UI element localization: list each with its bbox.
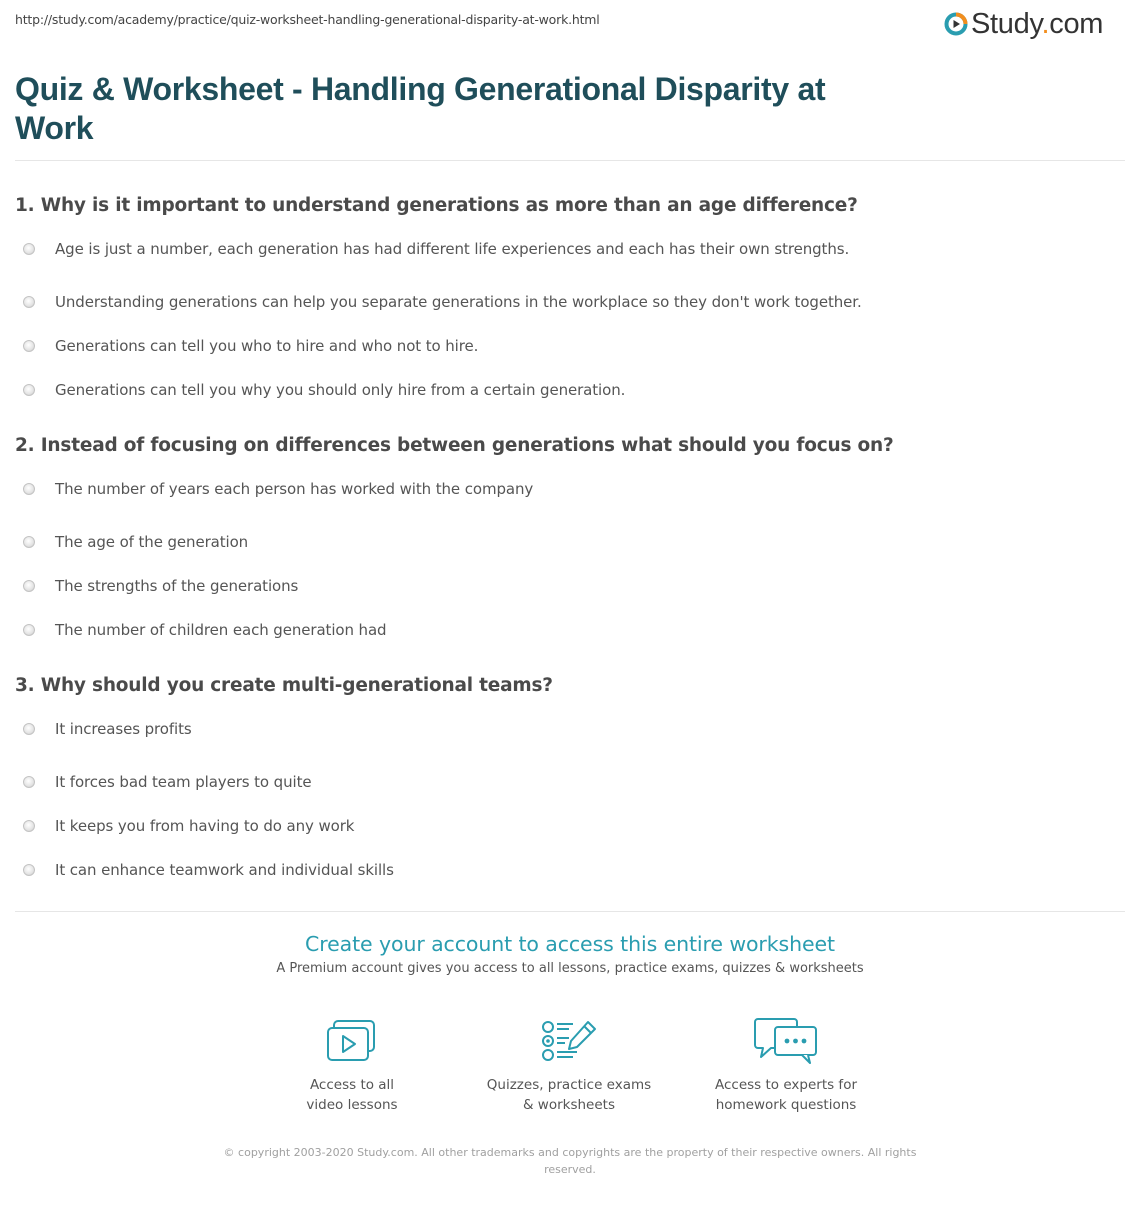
feature-experts [686, 1017, 886, 1115]
answer-options [15, 236, 1115, 412]
question-title: 3. Why should you create multi-generational teams? [15, 675, 553, 696]
chat-bubbles-icon [754, 1017, 818, 1065]
quiz-checklist-icon [540, 1019, 598, 1063]
question-title: 1. Why is it important to understand generations as more than an age difference? [15, 195, 858, 216]
answer-options [15, 716, 1115, 892]
signup-cta [0, 932, 1140, 976]
url-bar: http://study.com/academy/practice/quiz-worksheet-handling-generational-disparity-at-work.html [15, 12, 600, 27]
copyright-notice: © copyright 2003-2020 Study.com. All other trademarks and copyrights are the property of their respective owners. All rights reserved. [223, 1146, 917, 1176]
question-2 [15, 434, 1115, 652]
radio-button[interactable] [23, 536, 35, 548]
radio-button[interactable] [23, 776, 35, 788]
cta-subtitle: A Premium account gives you access to all lessons, practice exams, quizzes & worksheets [276, 961, 864, 976]
study-logo[interactable] [944, 9, 1103, 39]
divider [15, 160, 1125, 161]
radio-button[interactable] [23, 580, 35, 592]
create-account-link[interactable]: Create your account to access this entire worksheet [305, 932, 835, 956]
feature-video-lessons [252, 1019, 452, 1115]
feature-label: Access to all video lessons [306, 1077, 398, 1113]
play-circle-icon [944, 12, 968, 36]
feature-quizzes [469, 1019, 669, 1115]
radio-button[interactable] [23, 340, 35, 352]
feature-label: Quizzes, practice exams & worksheets [486, 1077, 652, 1113]
answer-option[interactable]: It forces bad team players to quite [15, 760, 1115, 804]
answer-options [15, 476, 1115, 652]
answer-option[interactable]: It can enhance teamwork and individual skills [15, 848, 1115, 892]
radio-button[interactable] [23, 864, 35, 876]
radio-button[interactable] [23, 624, 35, 636]
radio-button[interactable] [23, 723, 35, 735]
answer-option[interactable]: Age is just a number, each generation has had different life experiences and each has their own strengths. [15, 236, 1115, 262]
answer-option[interactable]: The strengths of the generations [15, 564, 1115, 608]
answer-option[interactable]: Generations can tell you why you should only hire from a certain generation. [15, 368, 1115, 412]
logo-text: Study.com [971, 8, 1104, 40]
divider [15, 911, 1125, 912]
answer-option[interactable]: It increases profits [15, 716, 1115, 742]
radio-button[interactable] [23, 243, 35, 255]
page-title: Quiz & Worksheet - Handling Generational Disparity at Work [15, 71, 826, 146]
radio-button[interactable] [23, 483, 35, 495]
radio-button[interactable] [23, 384, 35, 396]
answer-option[interactable]: Generations can tell you who to hire and who not to hire. [15, 324, 1115, 368]
answer-option[interactable]: It keeps you from having to do any work [15, 804, 1115, 848]
answer-option[interactable]: The number of years each person has worked with the company [15, 476, 1115, 502]
answer-option[interactable]: The age of the generation [15, 520, 1115, 564]
question-title: 2. Instead of focusing on differences between generations what should you focus on? [15, 435, 894, 456]
question-3 [15, 674, 1115, 892]
question-1 [15, 194, 1115, 412]
answer-option[interactable]: Understanding generations can help you separate generations in the workplace so they don't work together. [15, 280, 1115, 324]
video-lessons-icon [326, 1019, 378, 1063]
radio-button[interactable] [23, 820, 35, 832]
answer-option[interactable]: The number of children each generation had [15, 608, 1115, 652]
feature-label: Access to experts for homework questions [714, 1077, 857, 1113]
radio-button[interactable] [23, 296, 35, 308]
